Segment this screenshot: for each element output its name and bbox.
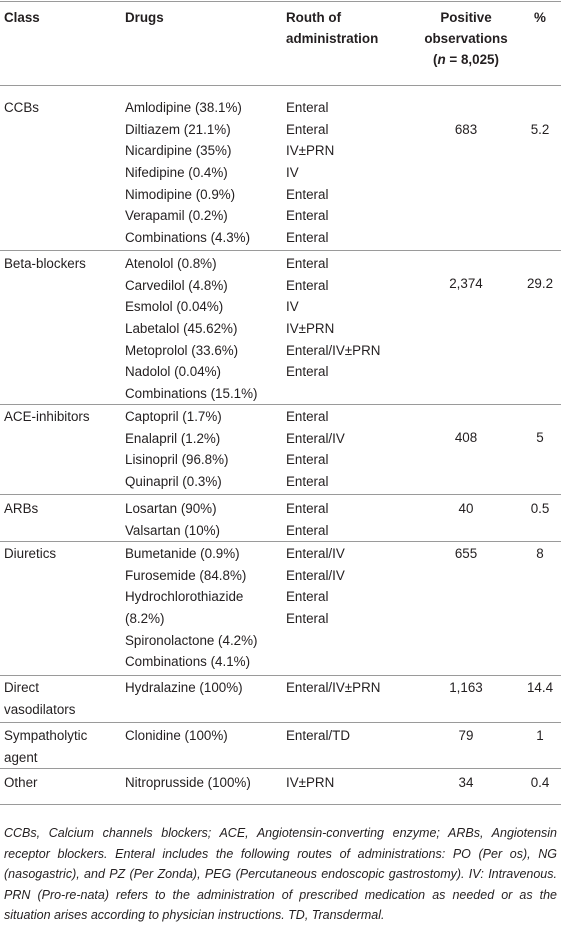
positive-cell: 40 <box>458 501 474 516</box>
header-positive-n <box>416 50 516 70</box>
positive-cell: 2,374 <box>449 276 483 291</box>
route-item: IV <box>286 165 299 181</box>
drug-item: Captopril (1.7%) <box>125 409 222 424</box>
class-line: Sympatholytic <box>4 728 88 743</box>
header-positive-line1: Positive <box>440 10 492 25</box>
positive-cell: 683 <box>454 122 478 137</box>
route-item: Enteral <box>286 589 329 605</box>
row-divider <box>0 404 561 405</box>
drug-item: Enalapril (1.2%) <box>125 430 221 446</box>
header-class: Class <box>4 10 40 25</box>
route-cell <box>286 253 380 383</box>
drug-item: Carvedilol (4.8%) <box>125 277 228 293</box>
route-item: Enteral <box>286 208 329 224</box>
header-bottom-rule <box>0 85 561 86</box>
drug-item: Labetalol (45.62%) <box>125 321 238 337</box>
positive-cell: 79 <box>458 728 474 743</box>
row-divider <box>0 494 561 495</box>
route-item: Enteral <box>286 100 329 115</box>
table-footnote: CCBs, Calcium channels blockers; ACE, Angiotensin-converting enzyme; ARBs, Angiotensin receptor blockers. Enteral includes the following routes of administrations: PO (Per os), NG (nasogastric), and PZ (Per Zonda), PEG (Percutaneous endoscopic gastrostomy). IV: Intravenous. PRN (Pro-re-nata) refers to the administration of prescribed medication as needed or as the situation arises according to physician instructions. TD, Transdermal. <box>4 826 557 923</box>
route-cell <box>286 498 328 541</box>
drug-item: Verapamil (0.2%) <box>125 208 228 224</box>
class-cell: Beta-blockers <box>4 256 86 271</box>
row-divider <box>0 541 561 542</box>
route-item: Enteral <box>286 186 329 202</box>
class-line: vasodilators <box>4 701 76 717</box>
drug-item: (8.2%) <box>125 611 165 627</box>
class-cell: Other <box>4 775 38 790</box>
drugs-cell <box>125 253 257 405</box>
route-item: Enteral <box>286 409 329 424</box>
route-item: Enteral <box>286 501 329 516</box>
drug-item: Hydrochlorothiazide <box>125 589 244 605</box>
drug-item: Lisinopril (96.8%) <box>125 452 229 468</box>
drug-item: Metoprolol (33.6%) <box>125 342 239 358</box>
header-route-line1: Routh of <box>286 10 342 25</box>
header-percent: % <box>534 10 546 25</box>
row-divider <box>0 722 561 723</box>
class-cell: ARBs <box>4 501 39 516</box>
route-item: Enteral/IV±PRN <box>286 680 381 695</box>
percent-cell: 14.4 <box>526 680 554 695</box>
header-positive-n-prefix: ( <box>433 52 438 67</box>
route-item: Enteral <box>286 277 329 293</box>
route-cell <box>286 543 345 630</box>
route-item: Enteral <box>286 522 329 538</box>
drugs-cell <box>125 498 220 541</box>
route-item: Enteral <box>286 364 329 380</box>
percent-cell: 5 <box>536 430 544 445</box>
drug-item: Combinations (15.1%) <box>125 386 258 402</box>
class-cell: Diuretics <box>4 546 57 561</box>
class-cell: ACE-inhibitors <box>4 409 90 424</box>
drug-item: Amlodipine (38.1%) <box>125 100 242 115</box>
drug-item: Nicardipine (35%) <box>125 143 232 159</box>
class-cell <box>4 725 87 768</box>
route-item: Enteral/IV <box>286 546 345 561</box>
route-item: Enteral/IV±PRN <box>286 342 381 358</box>
class-cell <box>4 677 75 720</box>
row-divider <box>0 675 561 676</box>
drug-item: Clonidine (100%) <box>125 728 228 743</box>
class-cell: CCBs <box>4 100 39 115</box>
header-route-line2: administration <box>286 31 379 46</box>
drug-item: Nifedipine (0.4%) <box>125 165 228 181</box>
positive-cell: 1,163 <box>449 680 483 695</box>
drug-item: Valsartan (10%) <box>125 522 221 538</box>
drug-item: Atenolol (0.8%) <box>125 256 217 271</box>
drug-item: Hydralazine (100%) <box>125 680 243 695</box>
percent-cell: 8 <box>536 546 544 561</box>
drug-item: Quinapril (0.3%) <box>125 474 222 490</box>
route-item: Enteral <box>286 474 329 490</box>
drug-item: Bumetanide (0.9%) <box>125 546 240 561</box>
class-line: agent <box>4 749 38 765</box>
route-item: Enteral/IV <box>286 430 345 446</box>
drugs-cell <box>125 543 258 673</box>
drug-item: Diltiazem (21.1%) <box>125 121 231 137</box>
route-item: Enteral <box>286 256 329 271</box>
table-bottom-rule <box>0 804 561 805</box>
drug-item: Losartan (90%) <box>125 501 217 516</box>
route-item: Enteral/IV <box>286 567 345 583</box>
route-item: Enteral <box>286 611 329 627</box>
table-top-rule <box>0 1 561 2</box>
route-cell <box>286 406 345 493</box>
route-item: IV±PRN <box>286 321 335 337</box>
header-drugs: Drugs <box>125 10 164 25</box>
row-divider <box>0 250 561 251</box>
drug-item: Esmolol (0.04%) <box>125 299 224 315</box>
drug-item: Combinations (4.3%) <box>125 230 251 246</box>
header-positive-n-var: n <box>437 52 446 67</box>
percent-cell: 0.4 <box>530 775 550 790</box>
drug-item: Nadolol (0.04%) <box>125 364 222 380</box>
drug-item: Nimodipine (0.9%) <box>125 186 236 202</box>
drug-item: Spironolactone (4.2%) <box>125 632 258 648</box>
route-item: Enteral <box>286 230 329 246</box>
percent-cell: 0.5 <box>530 501 550 516</box>
header-positive-n-suffix: = 8,025) <box>445 52 499 67</box>
route-item: IV <box>286 299 299 315</box>
positive-cell: 408 <box>454 430 478 445</box>
positive-cell: 655 <box>454 546 478 561</box>
class-line: Direct <box>4 680 39 695</box>
drug-item: Nitroprusside (100%) <box>125 775 251 790</box>
percent-cell: 1 <box>536 728 544 743</box>
route-item: Enteral <box>286 452 329 468</box>
drugs-cell <box>125 97 250 249</box>
header-positive-line2: observations <box>424 31 508 46</box>
route-item: IV±PRN <box>286 775 335 790</box>
row-divider <box>0 768 561 769</box>
percent-cell: 29.2 <box>526 276 554 291</box>
percent-cell: 5.2 <box>530 122 550 137</box>
route-cell <box>286 97 334 249</box>
route-item: Enteral <box>286 121 329 137</box>
route-item: Enteral/TD <box>286 728 350 743</box>
route-item: IV±PRN <box>286 143 335 159</box>
drugs-cell <box>125 406 228 493</box>
drug-item: Combinations (4.1%) <box>125 654 251 670</box>
drug-item: Furosemide (84.8%) <box>125 567 247 583</box>
positive-cell: 34 <box>458 775 474 790</box>
